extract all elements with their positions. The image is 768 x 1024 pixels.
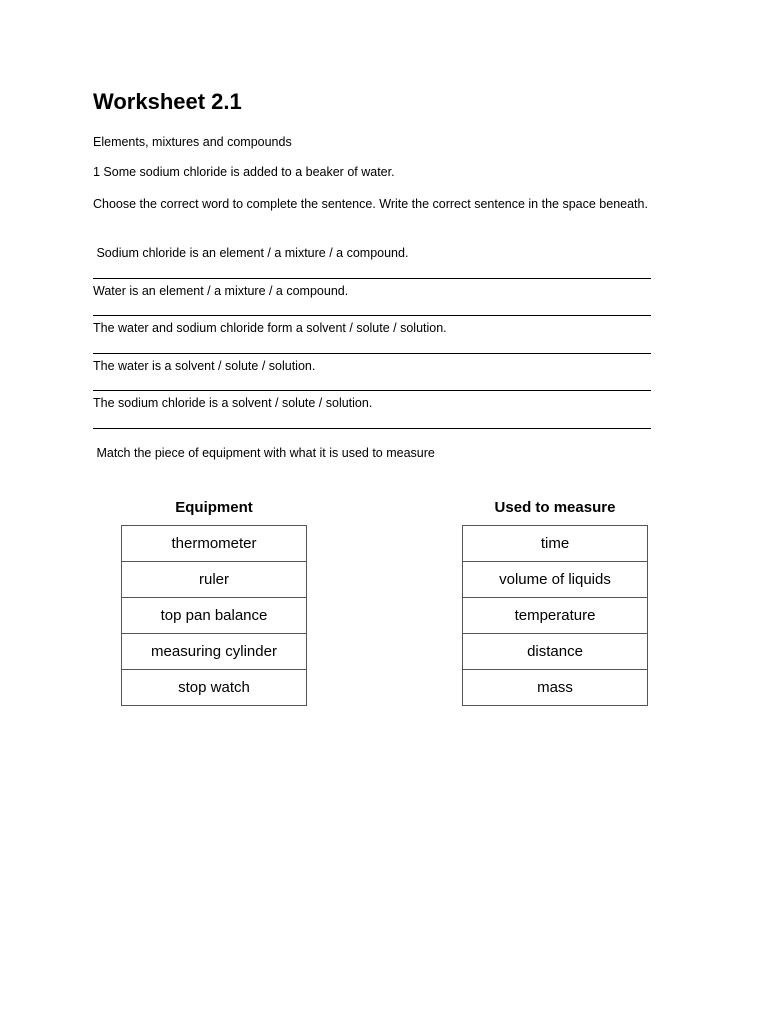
answer-line-3 [93,353,651,354]
equipment-table [121,525,307,706]
equipment-cell: ruler [122,562,307,598]
used-to-measure-header: Used to measure [494,499,616,516]
question-1-intro: 1 Some sodium chloride is added to a beaker of water. [93,165,395,179]
answer-line-4 [93,390,651,391]
equipment-cell: top pan balance [122,598,307,634]
sentence-1: Sodium chloride is an element / a mixture / a compound. [93,246,409,260]
question-2-instruction: Match the piece of equipment with what it is used to measure [93,446,435,460]
answer-line-2 [93,315,651,316]
measure-cell: distance [463,634,648,670]
page-title: Worksheet 2.1 [93,89,242,114]
measure-cell: volume of liquids [463,562,648,598]
equipment-header: Equipment [175,499,253,516]
equipment-cell: measuring cylinder [122,634,307,670]
sentence-4: The water is a solvent / solute / solution. [93,359,316,373]
question-1-instruction: Choose the correct word to complete the sentence. Write the correct sentence in the space beneath. [93,197,648,211]
answer-line-5 [93,428,651,429]
sentence-5: The sodium chloride is a solvent / solute / solution. [93,396,373,410]
measure-cell: temperature [463,598,648,634]
sentence-3: The water and sodium chloride form a solvent / solute / solution. [93,321,447,335]
equipment-cell: stop watch [122,670,307,706]
equipment-cell: thermometer [122,526,307,562]
measure-cell: mass [463,670,648,706]
measure-table [462,525,648,706]
measure-cell: time [463,526,648,562]
worksheet-subtitle: Elements, mixtures and compounds [93,135,292,149]
sentence-2: Water is an element / a mixture / a compound. [93,284,349,298]
answer-line-1 [93,278,651,279]
